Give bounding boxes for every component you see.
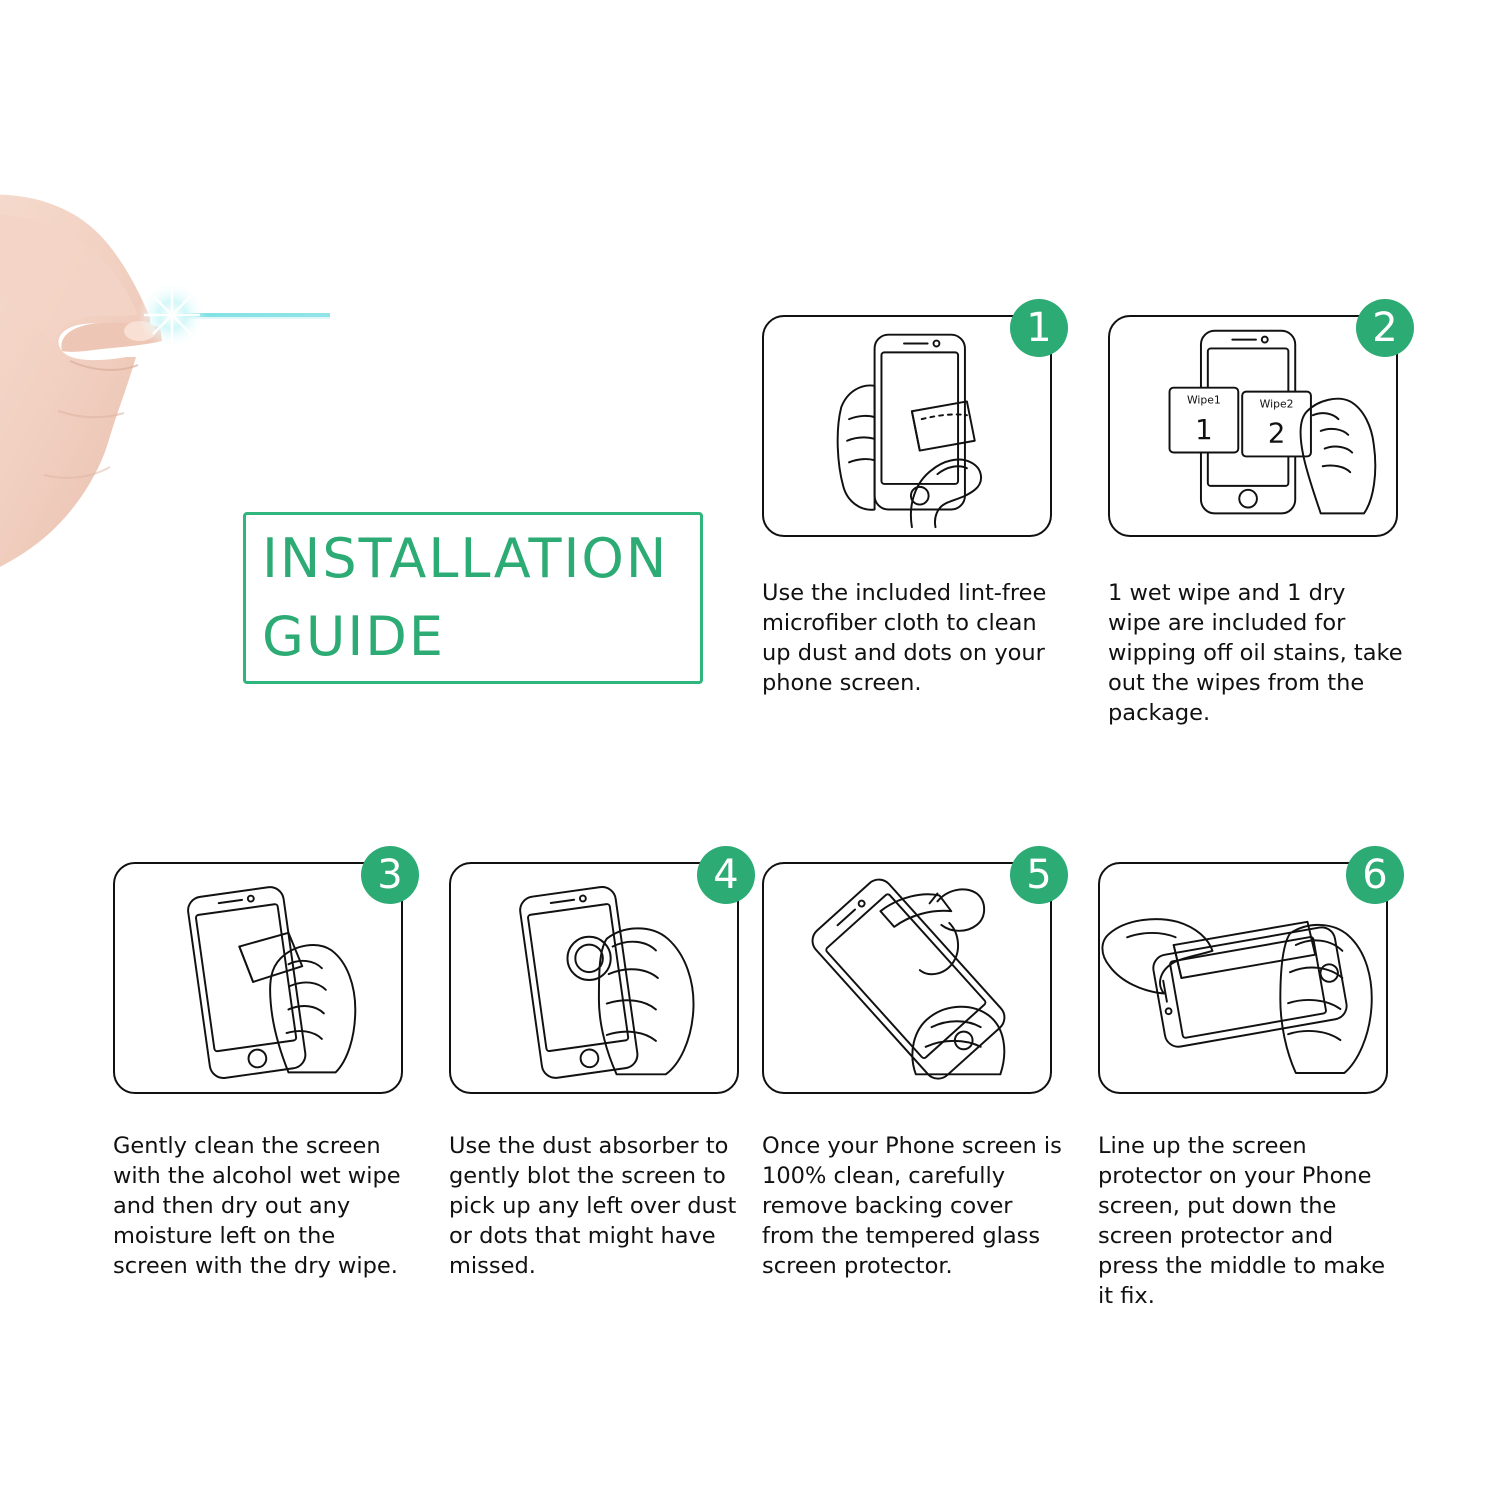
svg-text:Wipe2: Wipe2 — [1259, 397, 1294, 411]
step-4-illustration — [449, 852, 739, 1094]
step-2-badge: 2 — [1356, 299, 1414, 357]
step-1-caption: Use the included lint-free microfiber cloth to clean up dust and dots on your phone screen. — [762, 580, 1047, 696]
step-5-caption: Once your Phone screen is 100% clean, carefully remove backing cover from the tempered glass screen protector. — [762, 1133, 1062, 1279]
step-3-illustration — [113, 852, 403, 1094]
step-2-caption: 1 wet wipe and 1 dry wipe are included for wipping off oil stains, take out the wipes from the package. — [1108, 580, 1403, 726]
step-6-caption: Line up the screen protector on your Phone screen, put down the screen protector and press the middle to make it fix. — [1098, 1133, 1386, 1309]
title-line-2: GUIDE — [262, 605, 445, 669]
step-3-caption: Gently clean the screen with the alcohol wet wipe and then dry out any moisture left on the screen with the dry wipe. — [113, 1133, 401, 1279]
step-1-illustration — [762, 305, 1052, 537]
step-4-caption: Use the dust absorber to gently blot the screen to pick up any left over dust or dots that might have missed. — [449, 1133, 737, 1279]
step-1-badge: 1 — [1010, 299, 1068, 357]
step-card-1 — [762, 305, 1062, 699]
svg-text:1: 1 — [1195, 413, 1213, 446]
page-title — [262, 520, 702, 677]
step-6-badge: 6 — [1346, 846, 1404, 904]
step-4-badge: 4 — [697, 846, 755, 904]
step-5-illustration — [762, 852, 1052, 1094]
step-3-badge: 3 — [361, 846, 419, 904]
step-card-6 — [1098, 852, 1403, 1312]
step-6-illustration — [1098, 852, 1388, 1094]
svg-text:2: 2 — [1267, 417, 1286, 450]
svg-text:Wipe1: Wipe1 — [1186, 393, 1221, 407]
step-5-badge: 5 — [1010, 846, 1068, 904]
step-card-2 — [1108, 305, 1408, 729]
step-2-illustration — [1108, 305, 1398, 537]
step-card-4 — [449, 852, 749, 1282]
title-line-1: INSTALLATION — [262, 527, 669, 590]
step-card-3 — [113, 852, 413, 1282]
step-card-5 — [762, 852, 1062, 1282]
